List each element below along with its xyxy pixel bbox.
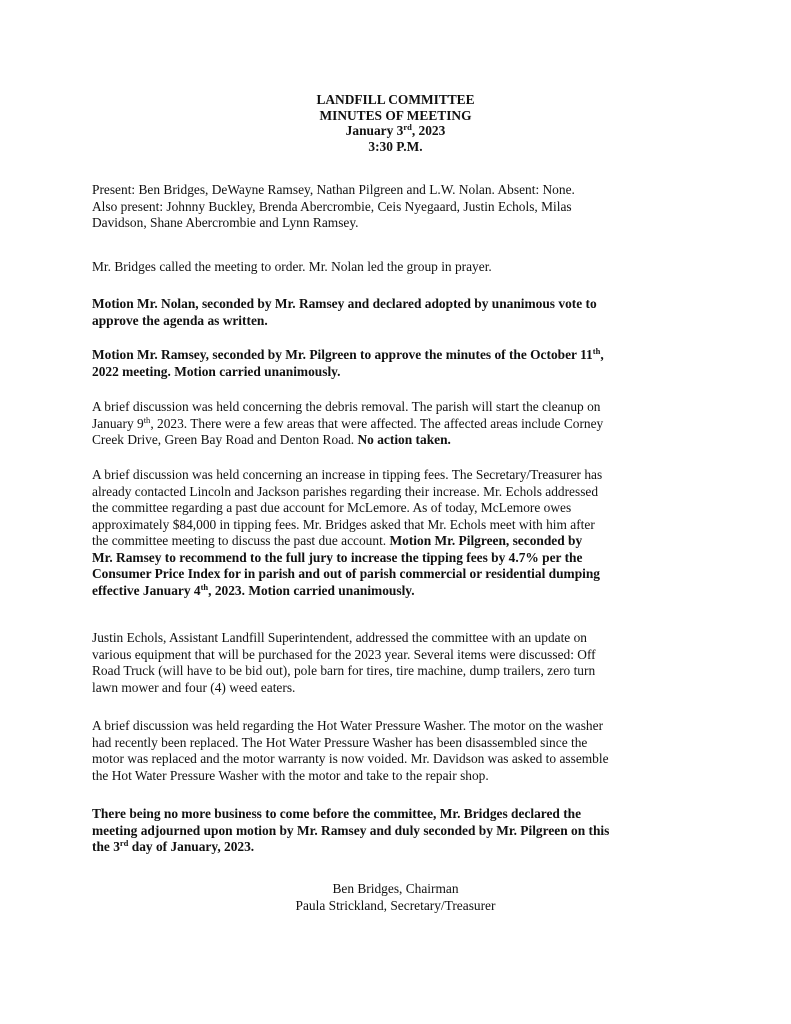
tipping-line: approximately $84,000 in tipping fees. Mr. Bridges asked that Mr. Echols meet with him after xyxy=(92,516,595,532)
attendance-paragraph xyxy=(92,182,704,232)
minutes-motion-ordinal: th xyxy=(592,346,601,356)
washer-line: A brief discussion was held regarding the Hot Water Pressure Washer. The motor on the washer xyxy=(92,718,604,733)
date-ordinal: rd xyxy=(403,122,412,132)
adjournment-ordinal: rd xyxy=(119,838,129,848)
no-action-note: No action taken. xyxy=(357,432,451,447)
debris-line xyxy=(92,416,704,433)
adjournment-line: meeting adjourned upon motion by Mr. Ramsey and duly seconded by Mr. Pilgreen on this xyxy=(92,822,610,838)
equipment-line: Justin Echols, Assistant Landfill Superintendent, addressed the committee with an update on xyxy=(92,630,587,645)
washer-line: the Hot Water Pressure Washer with the motor and take to the repair shop. xyxy=(92,767,489,783)
washer-line: motor was replaced and the motor warranty is now voided. Mr. Davidson was asked to assemble xyxy=(92,751,609,766)
tipping-line: the committee regarding a past due account for McLemore. As of today, McLemore owes xyxy=(92,500,572,515)
adjournment-text: day of January, 2023. xyxy=(128,839,255,854)
attendance-line: Davidson, Shane Abercrombie and Lynn Ramsey. xyxy=(92,215,359,230)
minutes-subtitle: MINUTES OF MEETING xyxy=(319,107,472,123)
washer-paragraph xyxy=(92,718,704,784)
minutes-motion-paragraph xyxy=(92,347,704,380)
adjournment-text: the 3 xyxy=(92,839,120,854)
equipment-line: various equipment that will be purchased for the 2023 year. Several items were discussed: Off xyxy=(92,646,596,662)
attendance-line: Present: Ben Bridges, DeWayne Ramsey, Nathan Pilgreen and L.W. Nolan. Absent: None. xyxy=(92,182,575,197)
adjournment-line xyxy=(92,839,704,856)
meeting-time: 3:30 P.M. xyxy=(368,138,423,154)
minutes-motion-line xyxy=(92,347,704,364)
tipping-fees-paragraph xyxy=(92,467,704,599)
tipping-motion-text: , 2023. Motion carried unanimously. xyxy=(208,582,415,598)
equipment-line: Road Truck (will have to be bid out), pole barn for tires, tire machine, dump trailers, zero turn xyxy=(92,663,596,678)
tipping-line xyxy=(92,533,704,550)
chairman-signature: Ben Bridges, Chairman xyxy=(332,881,459,896)
adjournment-line: There being no more business to come before the committee, Mr. Bridges declared the xyxy=(92,806,582,821)
tipping-motion-line xyxy=(92,583,704,600)
minutes-motion-line: 2022 meeting. Motion carried unanimously. xyxy=(92,363,341,379)
tipping-text: the committee meeting to discuss the past due account. xyxy=(92,533,390,548)
meeting-date-text: January 3 xyxy=(345,123,404,138)
tipping-motion-line: Consumer Price Index for in parish and out of parish commercial or residential dumping xyxy=(92,566,600,581)
committee-title: LANDFILL COMMITTEE xyxy=(316,92,475,107)
debris-line xyxy=(92,432,704,449)
debris-line: A brief discussion was held concerning the debris removal. The parish will start the cleanup on xyxy=(92,399,601,414)
tipping-motion-line: Mr. Ramsey to recommend to the full jury to increase the tipping fees by 4.7% per the xyxy=(92,549,583,565)
secretary-signature: Paula Strickland, Secretary/Treasurer xyxy=(295,897,496,913)
washer-line: had recently been replaced. The Hot Water Pressure Washer has been disassembled since the xyxy=(92,734,588,750)
call-to-order-line: Mr. Bridges called the meeting to order. Mr. Nolan led the group in prayer. xyxy=(92,259,492,274)
equipment-paragraph xyxy=(92,630,704,696)
document-heading xyxy=(0,92,791,154)
debris-text: Creek Drive, Green Bay Road and Denton Road. xyxy=(92,432,358,447)
tipping-line: already contacted Lincoln and Jackson parishes regarding their increase. Mr. Echols addressed xyxy=(92,483,599,499)
minutes-motion-comma: , xyxy=(600,347,604,362)
agenda-motion-line: approve the agenda as written. xyxy=(92,312,268,328)
minutes-motion-text: Motion Mr. Ramsey, seconded by Mr. Pilgreen to approve the minutes of the October 11 xyxy=(92,347,593,362)
tipping-motion-text: effective January 4 xyxy=(92,582,201,598)
debris-date: January 9 xyxy=(92,415,144,431)
tipping-motion-text: Motion Mr. Pilgreen, seconded by xyxy=(389,533,583,548)
signature-block xyxy=(0,881,791,914)
tipping-date-ordinal: th xyxy=(200,581,209,592)
meeting-date-year: , 2023 xyxy=(411,123,446,138)
equipment-line: lawn mower and four (4) weed eaters. xyxy=(92,679,296,695)
agenda-motion-line: Motion Mr. Nolan, seconded by Mr. Ramsey and declared adopted by unanimous vote to xyxy=(92,296,597,311)
tipping-line: A brief discussion was held concerning an increase in tipping fees. The Secretary/Treasurer has xyxy=(92,467,603,482)
meeting-date xyxy=(0,123,791,139)
adjournment-paragraph xyxy=(92,806,704,856)
debris-text: , 2023. There were a few areas that were affected. The affected areas include Corney xyxy=(150,415,604,431)
attendance-line: Also present: Johnny Buckley, Brenda Abercrombie, Ceis Nyegaard, Justin Echols, Milas xyxy=(92,198,572,214)
debris-paragraph xyxy=(92,399,704,449)
debris-date-ordinal: th xyxy=(143,414,151,425)
agenda-motion-paragraph xyxy=(92,296,704,329)
call-to-order-paragraph xyxy=(92,259,704,276)
